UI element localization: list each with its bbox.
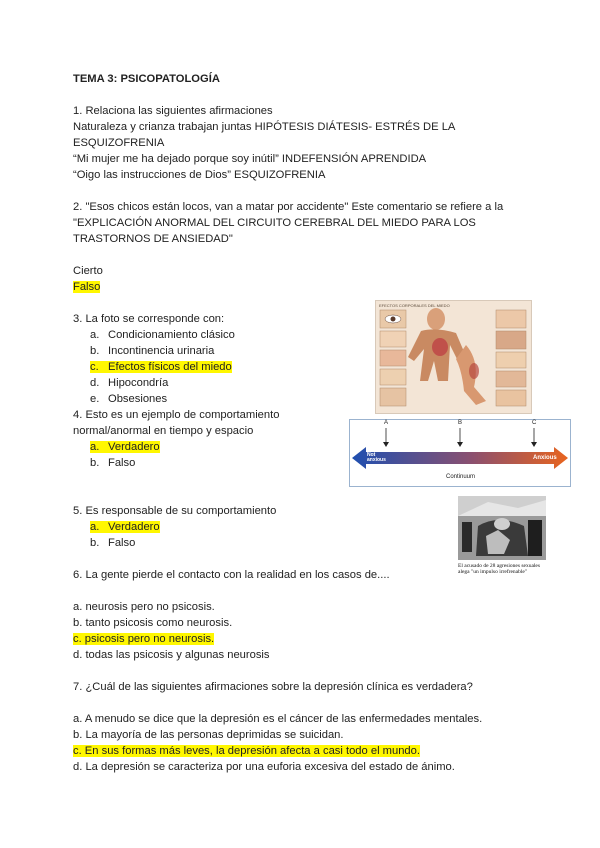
q7-option-a: a. A menudo se dice que la depresión es el cáncer de las enfermedades mentales.: [73, 713, 483, 725]
page-title: TEMA 3: PSICOPATOLOGÍA: [73, 73, 220, 85]
q5-option-b: b. Falso: [90, 537, 136, 549]
q1-line-3: “Mi mujer me ha dejado porque soy inútil” INDEFENSIÓN APRENDIDA: [73, 153, 427, 165]
q4-line-2: normal/anormal en tiempo y espacio: [73, 425, 254, 437]
q3-option-b: b. Incontinencia urinaria: [90, 345, 215, 357]
q4-line-1: 4. Esto es un ejemplo de comportamiento: [73, 409, 280, 421]
q7-option-b: b. La mayoría de las personas deprimidas se suicidan.: [73, 729, 344, 741]
anxiety-continuum-diagram: [349, 419, 571, 487]
q4-option-b: b. Falso: [90, 457, 136, 469]
q1-prompt: 1. Relaciona las siguientes afirmaciones: [73, 105, 273, 117]
q3-option-d: d. Hipocondría: [90, 377, 169, 389]
marker-a: A: [384, 420, 389, 426]
q5-option-a-highlighted: a. Verdadero: [90, 521, 160, 533]
q2-option-a: Cierto: [73, 265, 103, 277]
q2-line-3: TRASTORNOS DE ANSIEDAD": [73, 233, 233, 245]
news-photo-caption: El acusado de 28 agresiones sexuales alega "un impulso irrefrenable": [458, 563, 541, 575]
q3-option-e: e. Obsesiones: [90, 393, 168, 405]
q7-prompt: 7. ¿Cuál de las siguientes afirmaciones sobre la depresión clínica es verdadera?: [73, 681, 473, 693]
body-figure-drawing: [376, 301, 531, 413]
q2-option-b-highlighted: Falso: [73, 281, 101, 293]
q2-line-2: "EXPLICACIÓN ANORMAL DEL CIRCUITO CEREBRAL DEL MIEDO PARA LOS: [73, 217, 476, 229]
q6-prompt: 6. La gente pierde el contacto con la realidad en los casos de....: [73, 569, 390, 581]
not-anxious-label: Not anxious: [367, 452, 386, 463]
q1-line-2: ESQUIZOFRENIA: [73, 137, 165, 149]
q3-option-c-highlighted: c. Efectos físicos del miedo: [90, 361, 232, 373]
q1-line-1: Naturaleza y crianza trabajan juntas HIPÓTESIS DIÁTESIS- ESTRÉS DE LA: [73, 121, 456, 133]
news-photo-drawing: [458, 496, 546, 560]
marker-b: B: [458, 420, 463, 426]
news-photo: [458, 496, 546, 560]
q3-option-a: a. Condicionamiento clásico: [90, 329, 235, 341]
q6-option-a: a. neurosis pero no psicosis.: [73, 601, 215, 613]
fear-effects-illustration-header: EFECTOS CORPORALES DEL MIEDO: [379, 303, 450, 308]
fear-effects-illustration: [375, 300, 532, 414]
q7-option-d: d. La depresión se caracteriza por una euforia excesiva del estado de ánimo.: [73, 761, 455, 773]
marker-c: C: [532, 420, 537, 426]
q7-option-c-highlighted: c. En sus formas más leves, la depresión afecta a casi todo el mundo.: [73, 745, 420, 757]
q1-line-4: “Oigo las instrucciones de Dios” ESQUIZOFRENIA: [73, 169, 326, 181]
q2-line-1: 2. "Esos chicos están locos, van a matar por accidente" Este comentario se refiere a la: [73, 201, 504, 213]
continuum-label: Continuum: [446, 474, 476, 480]
q4-option-a-highlighted: a. Verdadero: [90, 441, 160, 453]
q6-option-b: b. tanto psicosis como neurosis.: [73, 617, 233, 629]
q6-option-c-highlighted: c. psicosis pero no neurosis.: [73, 633, 215, 645]
anxious-label: Anxious: [533, 455, 557, 461]
q3-prompt: 3. La foto se corresponde con:: [73, 313, 225, 325]
q6-option-d: d. todas las psicosis y algunas neurosis: [73, 649, 270, 661]
q5-prompt: 5. Es responsable de su comportamiento: [73, 505, 277, 517]
